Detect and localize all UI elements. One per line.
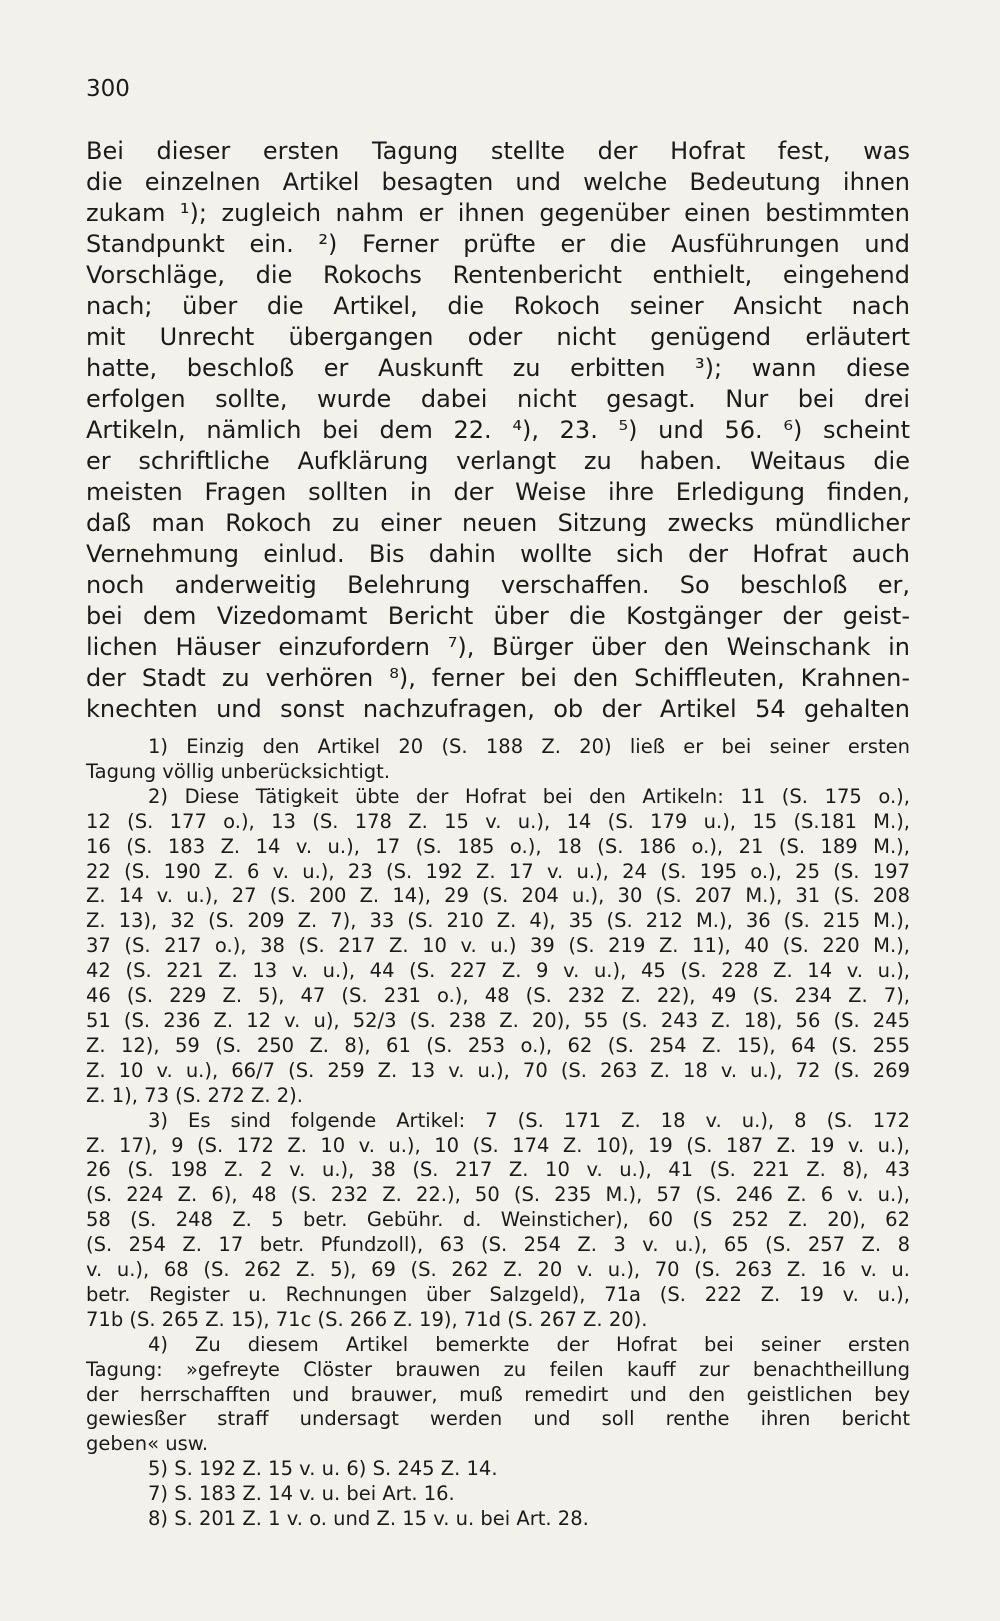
footnote-line: 51 (S. 236 Z. 12 v. u), 52/3 (S. 238 Z. 20), 55 (S. 243 Z. 18), 56 (S. 245 [86,1008,910,1032]
footnote-line: 4) Zu diesem Artikel bemerkte der Hofrat bei seiner ersten [148,1332,910,1356]
main-paragraph [86,136,910,725]
footnote-line: Tagung völlig unberücksichtigt. [86,759,391,783]
footnote-line: der herrschafften und brauwer, muß remedirt und den geistlichen bey [86,1382,910,1406]
body-line: Standpunkt ein. ²) Ferner prüfte er die Ausführungen und [86,230,910,258]
body-line: Vernehmung einlud. Bis dahin wollte sich der Hofrat auch [86,540,910,568]
footnote-line: (S. 254 Z. 17 betr. Pfundzoll), 63 (S. 254 Z. 3 v. u.), 65 (S. 257 Z. 8 [86,1233,910,1257]
footnote-1 [86,735,910,785]
body-line: daß man Rokoch zu einer neuen Sitzung zwecks mündlicher [86,509,910,537]
footnote-line: 26 (S. 198 Z. 2 v. u.), 38 (S. 217 Z. 10 v. u.), 41 (S. 221 Z. 8), 43 [86,1158,910,1182]
body-line: er schriftliche Aufklärung verlangt zu haben. Weitaus die [86,447,910,475]
footnote-line: 16 (S. 183 Z. 14 v. u.), 17 (S. 185 o.), 18 (S. 186 o.), 21 (S. 189 M.), [86,834,910,858]
body-line: nach; über die Artikel, die Rokoch seiner Ansicht nach [86,292,910,320]
footnote-line: gewiesßer straff undersagt werden und soll renthe ihren bericht [86,1407,910,1431]
body-line: erfolgen sollte, wurde dabei nicht gesagt. Nur bei drei [86,385,910,413]
footnote-5-6 [86,1457,910,1482]
footnote-line: v. u.), 68 (S. 262 Z. 5), 69 (S. 262 Z. 20 v. u.), 70 (S. 263 Z. 16 v. u. [86,1258,910,1282]
body-line: hatte, beschloß er Auskunft zu erbitten ³); wann diese [86,354,910,382]
body-line: Vorschläge, die Rokochs Rentenbericht enthielt, eingehend [86,261,910,289]
footnote-line: 5) S. 192 Z. 15 v. u. 6) S. 245 Z. 14. [148,1457,498,1481]
footnote-line: Z. 10 v. u.), 66/7 (S. 259 Z. 13 v. u.), 70 (S. 263 Z. 18 v. u.), 72 (S. 269 [86,1058,910,1082]
footnote-line: 42 (S. 221 Z. 13 v. u.), 44 (S. 227 Z. 9 v. u.), 45 (S. 228 Z. 14 v. u.), [86,959,910,983]
footnote-4 [86,1333,910,1458]
body-line: lichen Häuser einzufordern ⁷), Bürger über den Weinschank in [86,633,910,661]
body-line: mit Unrecht übergangen oder nicht genügend erläutert [86,323,910,351]
body-line: noch anderweitig Belehrung verschaffen. So beschloß er, [86,571,910,599]
footnote-8 [86,1507,910,1532]
footnote-line: 12 (S. 177 o.), 13 (S. 178 Z. 15 v. u.), 14 (S. 179 u.), 15 (S.181 M.), [86,809,910,833]
body-line: die einzelnen Artikel besagten und welche Bedeutung ihnen [86,168,910,196]
footnote-line: betr. Register u. Rechnungen über Salzgeld), 71a (S. 222 Z. 19 v. u.), [86,1282,910,1306]
footnote-line: 37 (S. 217 o.), 38 (S. 217 Z. 10 v. u.) 39 (S. 219 Z. 11), 40 (S. 220 M.), [86,934,910,958]
footnote-line: 7) S. 183 Z. 14 v. u. bei Art. 16. [148,1482,455,1506]
footnote-line: 3) Es sind folgende Artikel: 7 (S. 171 Z. 18 v. u.), 8 (S. 172 [148,1108,910,1132]
footnote-line: Z. 13), 32 (S. 209 Z. 7), 33 (S. 210 Z. 4), 35 (S. 212 M.), 36 (S. 215 M.), [86,909,910,933]
footnote-line: (S. 224 Z. 6), 48 (S. 232 Z. 22.), 50 (S. 235 M.), 57 (S. 246 Z. 6 v. u.), [86,1183,910,1207]
footnotes [86,735,910,1532]
footnote-line: 71b (S. 265 Z. 15), 71c (S. 266 Z. 19), 71d (S. 267 Z. 20). [86,1307,648,1331]
page-number: 300 [86,76,130,102]
body-line: der Stadt zu verhören ⁸), ferner bei den Schiffleuten, Krahnen- [86,664,910,692]
footnote-line: 58 (S. 248 Z. 5 betr. Gebühr. d. Weinsticher), 60 (S 252 Z. 20), 62 [86,1208,910,1232]
footnote-line: geben« usw. [86,1432,209,1456]
footnote-line: Z. 12), 59 (S. 250 Z. 8), 61 (S. 253 o.), 62 (S. 254 Z. 15), 64 (S. 255 [86,1033,910,1057]
footnote-line: Tagung: »gefreyte Clöster brauwen zu feilen kauff zur benachtheillung [86,1357,910,1381]
footnote-line: Z. 17), 9 (S. 172 Z. 10 v. u.), 10 (S. 174 Z. 10), 19 (S. 187 Z. 19 v. u.), [86,1133,910,1157]
body-line: Bei dieser ersten Tagung stellte der Hofrat fest, was [86,137,910,165]
body-line: zukam ¹); zugleich nahm er ihnen gegenüber einen bestimmten [86,199,910,227]
body-line: Artikeln, nämlich bei dem 22. ⁴), 23. ⁵) und 56. ⁶) scheint [86,416,910,444]
footnote-line: Z. 1), 73 (S. 272 Z. 2). [86,1083,303,1107]
footnote-line: Z. 14 v. u.), 27 (S. 200 Z. 14), 29 (S. 204 u.), 30 (S. 207 M.), 31 (S. 208 [86,884,910,908]
footnote-line: 8) S. 201 Z. 1 v. o. und Z. 15 v. u. bei Art. 28. [148,1507,589,1531]
footnote-line: 2) Diese Tätigkeit übte der Hofrat bei den Artikeln: 11 (S. 175 o.), [148,784,910,808]
footnote-line: 22 (S. 190 Z. 6 v. u.), 23 (S. 192 Z. 17 v. u.), 24 (S. 195 o.), 25 (S. 197 [86,859,910,883]
footnote-line: 1) Einzig den Artikel 20 (S. 188 Z. 20) ließ er bei seiner ersten [148,735,910,758]
footnote-7 [86,1482,910,1507]
body-line: knechten und sonst nachzufragen, ob der Artikel 54 gehalten [86,695,910,723]
footnote-2 [86,785,910,1109]
footnote-line: 46 (S. 229 Z. 5), 47 (S. 231 o.), 48 (S. 232 Z. 22), 49 (S. 234 Z. 7), [86,984,910,1008]
body-line: bei dem Vizedomamt Bericht über die Kostgänger der geist- [86,602,910,630]
footnote-3 [86,1109,910,1333]
body-line: meisten Fragen sollten in der Weise ihre Erledigung finden, [86,478,910,506]
